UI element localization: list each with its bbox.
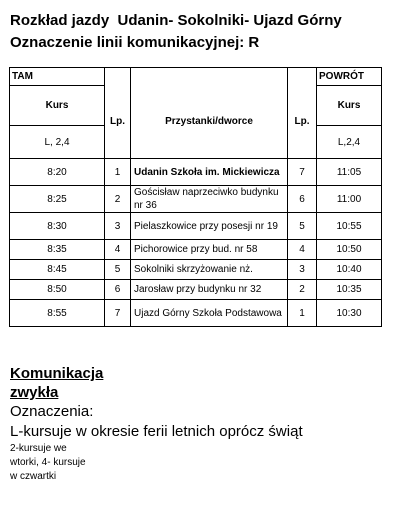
stop-number-return: 6 [288, 186, 317, 213]
return-time: 10:40 [317, 260, 382, 280]
course-code-right: L,2,4 [317, 126, 382, 159]
return-time: 10:35 [317, 280, 382, 300]
notes-section [10, 364, 303, 484]
legend-2-4-cont: wtorki, 4- kursuje [10, 457, 86, 468]
notes-heading-2: zwykła [10, 384, 59, 401]
stop-number: 7 [105, 300, 131, 327]
notes-heading: Komunikacja [10, 365, 104, 382]
table-row [10, 213, 382, 240]
departure-time: 8:35 [10, 240, 105, 260]
departure-time: 8:55 [10, 300, 105, 327]
legend-2-4: 2-kursuje we [10, 443, 67, 454]
stop-name: Jarosław przy budynku nr 32 [131, 280, 288, 300]
return-time: 11:05 [317, 159, 382, 186]
lp-header-left: Lp. [105, 86, 131, 159]
return-time: 10:50 [317, 240, 382, 260]
stop-number-return: 5 [288, 213, 317, 240]
stop-number-return: 7 [288, 159, 317, 186]
departure-time: 8:30 [10, 213, 105, 240]
stops-header: Przystanki/dworce [131, 86, 288, 159]
header-spacer [288, 68, 317, 86]
course-code-left: L, 2,4 [10, 126, 105, 159]
page-title: Rozkład jazdy Udanin- Sokolniki- Ujazd Górny [10, 12, 342, 29]
stop-name: Pielaszkowice przy posesji nr 19 [131, 213, 288, 240]
return-time: 10:30 [317, 300, 382, 327]
kurs-header-left: Kurs [10, 86, 105, 126]
kurs-header-right: Kurs [317, 86, 382, 126]
stop-number: 4 [105, 240, 131, 260]
departure-time: 8:50 [10, 280, 105, 300]
table-row [10, 300, 382, 327]
return-time: 11:00 [317, 186, 382, 213]
direction-tam: TAM [10, 68, 105, 86]
table-row [10, 280, 382, 300]
stop-number: 2 [105, 186, 131, 213]
stop-name: Sokolniki skrzyżowanie nż. [131, 260, 288, 280]
departure-time: 8:25 [10, 186, 105, 213]
line-designation: Oznaczenie linii komunikacyjnej: R [10, 34, 260, 51]
departure-time: 8:20 [10, 159, 105, 186]
stop-name: Pichorowice przy bud. nr 58 [131, 240, 288, 260]
table-row [10, 159, 382, 186]
stop-name: Udanin Szkoła im. Mickiewicza [131, 159, 288, 186]
legend-2-4-end: w czwartki [10, 471, 57, 482]
stop-number-return: 2 [288, 280, 317, 300]
departure-time: 8:45 [10, 260, 105, 280]
stop-number-return: 3 [288, 260, 317, 280]
legend-title: Oznaczenia: [10, 403, 94, 420]
stop-name: Ujazd Górny Szkoła Podstawowa [131, 300, 288, 327]
direction-powrot: POWRÓT [317, 68, 382, 86]
stop-name: Gościsław naprzeciwko budynku nr 36 [131, 186, 288, 213]
header-spacer [105, 68, 131, 86]
stop-number: 1 [105, 159, 131, 186]
stop-number: 5 [105, 260, 131, 280]
header-spacer [131, 68, 288, 86]
table-row [10, 186, 382, 213]
stop-number: 3 [105, 213, 131, 240]
stop-number-return: 1 [288, 300, 317, 327]
legend-l: L-kursuje w okresie ferii letnich oprócz świąt [10, 423, 303, 440]
table-row [10, 260, 382, 280]
stop-number-return: 4 [288, 240, 317, 260]
table-row [10, 240, 382, 260]
return-time: 10:55 [317, 213, 382, 240]
stop-number: 6 [105, 280, 131, 300]
timetable [9, 67, 382, 327]
lp-header-right: Lp. [288, 86, 317, 159]
